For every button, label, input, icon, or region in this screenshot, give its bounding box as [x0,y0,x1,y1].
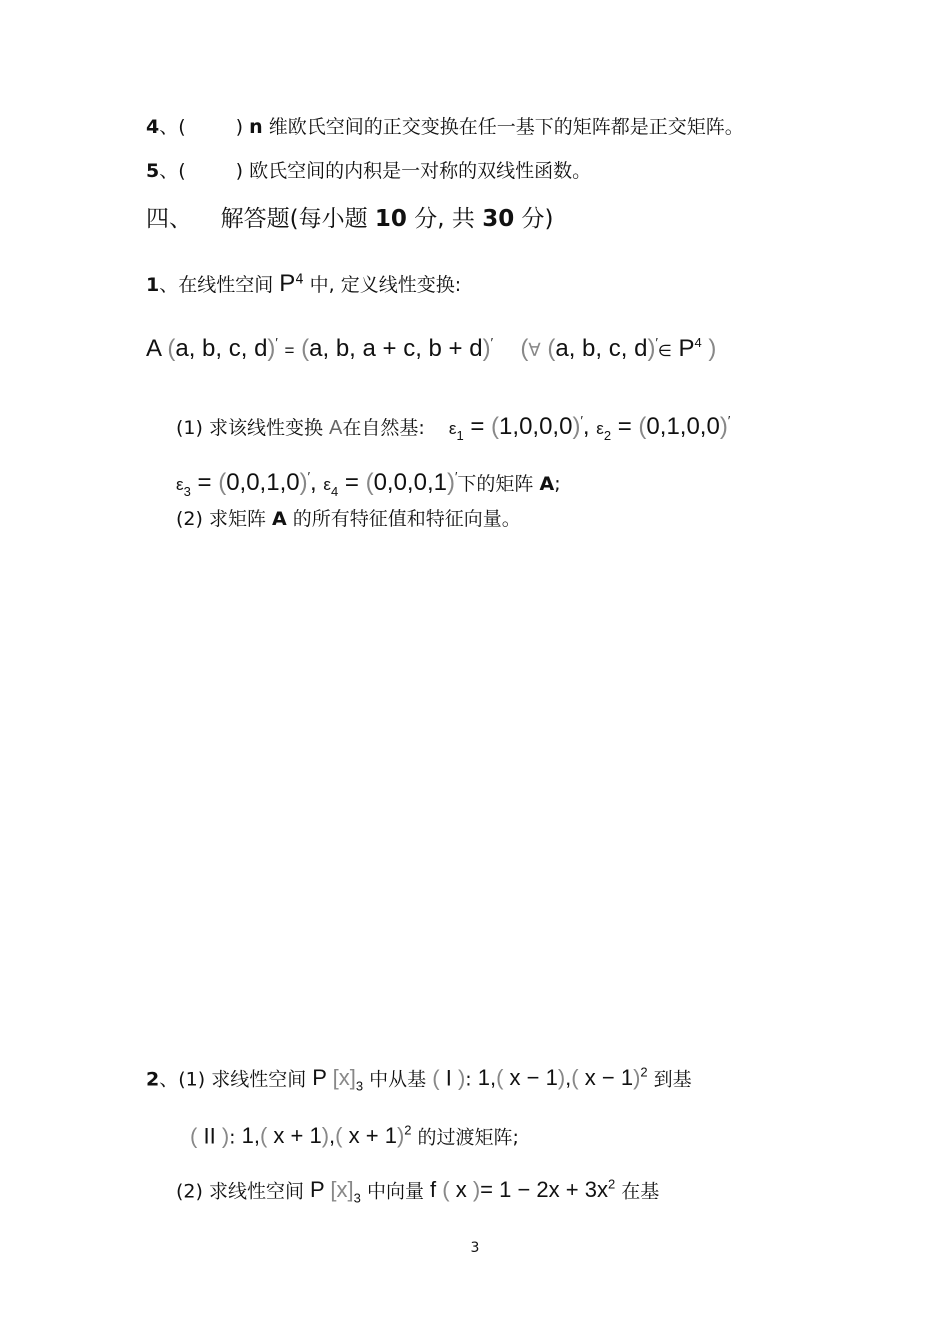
operator: A [146,335,161,362]
section-total: 30 [482,206,515,232]
section-points: 10 [374,206,407,232]
epsilon-subscript: 4 [330,483,339,499]
sub-question-1-cont: $\varepsilon_3 = (0,0,1,0)'$, $\varepsilon_4 = (0,0,0,1)'$下的矩阵 A; [176,469,561,499]
square-exponent: 2 [404,1123,412,1138]
colon: : [229,1126,236,1149]
sub-question-2 [176,510,521,529]
basis-element: x − 1 [509,1065,558,1091]
section-mid: 分, 共 [414,206,475,232]
section-number: 四、 [146,206,192,232]
problem-2-part-1-cont: ( II ): 1,( x + 1),( x + 1)$^2$ 的过渡矩阵; [190,1123,519,1149]
space-symbol: P [279,270,296,297]
polynomial: = 1 − 2x + 3x [480,1177,608,1203]
basis-vector: 0,0,0,1 [373,469,447,496]
to-text: 到基 [653,1068,692,1091]
problem-number: 2 [146,1068,160,1091]
degree-subscript: 3 [353,1190,361,1206]
space-symbol: P [678,335,695,362]
space-symbol: P [310,1177,325,1203]
forall-symbol: ∀ [528,340,541,360]
basis-vector: 0,0,1,0 [226,469,300,496]
space-exponent: 4 [295,272,304,288]
space-symbol: P [312,1065,327,1091]
transformation-formula: A (a, b, c, d)′ = (a, b, a + c, b + d)′ (∀ (a, b, c, d)′∈ $P^4$ ) [146,335,717,362]
epsilon-symbol: ε [448,419,457,438]
prime: ′ [275,335,278,350]
equals: = [284,341,295,360]
epsilon-symbol: ε [596,419,604,438]
epsilon-subscript: 1 [456,427,464,443]
bracket-open: 、( [159,160,186,182]
section-heading [146,208,554,231]
section-title: 解答题(每小题 [220,206,368,232]
bracket-close: ) [235,116,244,138]
problem-2-part-1: 2、(1) 求线性空间 P $[x]_3$ 中从基 ( I ): 1,( x − 1),( x − 1)$^2$ 到基 [146,1065,692,1094]
operator: A [329,417,343,439]
question-text: 欧氏空间的内积是一对称的双线性函数。 [249,160,592,182]
vector-lead: 中向量 [366,1180,424,1203]
problem-number: 1 [146,274,160,296]
bracket-close: ) [235,160,244,182]
tf-question-4 [146,118,744,137]
basis-label: I [445,1065,452,1091]
square-exponent: 2 [640,1065,648,1080]
epsilon-subscript: 3 [183,483,191,499]
matrix-symbol: A [539,473,555,495]
element-of: ∈ [657,343,672,360]
basis-element: 1, [477,1065,497,1091]
problem-1-intro [146,272,461,296]
polynomial-bracket: [x] [330,1177,354,1203]
from-text: 中从基 [369,1068,427,1091]
sub-label: (1) 求该线性变换 [176,417,323,439]
page-number: 3 [470,1240,480,1256]
prime: ′ [490,335,494,350]
formula-lhs: a, b, c, d [175,335,268,362]
sub-tail: 下的矩阵 [457,473,534,495]
degree-subscript: 3 [355,1078,364,1094]
sub-text: 的所有特征值和特征向量。 [292,508,521,530]
basis-vector: 1,0,0,0 [499,413,573,440]
transition-text: 的过渡矩阵; [417,1126,519,1149]
epsilon-symbol: ε [323,475,331,494]
polynomial-exponent: 2 [607,1177,616,1192]
tf-question-5 [146,162,591,181]
epsilon-symbol: ε [176,475,184,494]
function-symbol: f [430,1177,437,1203]
space-exponent: 4 [694,335,702,350]
formula-vector: a, b, c, d [555,335,648,362]
sub-label: (2) 求线性空间 [176,1180,304,1203]
basis-element: x + 1 [348,1123,397,1149]
problem-tail: 中, 定义线性变换: [309,274,462,296]
variable-n: n [249,116,263,138]
bracket-open: 、( [159,116,186,138]
basis-end: 在基 [621,1180,660,1203]
prime: ′ [655,335,658,350]
function-variable: x [455,1177,467,1203]
question-number: 4 [146,116,160,138]
problem-2-part-2: (2) 求线性空间 P $[x]_3$ 中向量 f ( x )= $1 - 2x + 3x^2$ 在基 [176,1177,660,1206]
epsilon-subscript: 2 [603,427,612,443]
question-number: 5 [146,160,160,182]
basis-vector: 0,1,0,0 [646,413,720,440]
problem-lead: 、在线性空间 [159,274,274,296]
colon: : [465,1068,472,1091]
sub-question-1: (1) 求该线性变换 A在自然基: $\varepsilon_1 = (1,0,0,0)'$, $\varepsilon_2 = (0,1,0,0)'$ [176,413,731,443]
sub-label: (2) 求矩阵 [176,508,266,530]
matrix-symbol: A [272,508,287,530]
sub-end: ; [554,473,561,495]
section-end: 分) [521,206,554,232]
formula-rhs: a, b, a + c, b + d [309,335,483,362]
basis-element: x + 1 [273,1123,322,1149]
sub-mid: 在自然基: [342,417,425,439]
basis-label: II [203,1123,216,1149]
question-text: 维欧氏空间的正交变换在任一基下的矩阵都是正交矩阵。 [268,116,744,138]
problem-lead: 、(1) 求线性空间 [159,1068,307,1091]
basis-element: 1, [241,1123,260,1149]
polynomial-bracket: [x] [332,1065,356,1091]
basis-element: x − 1 [584,1065,634,1091]
